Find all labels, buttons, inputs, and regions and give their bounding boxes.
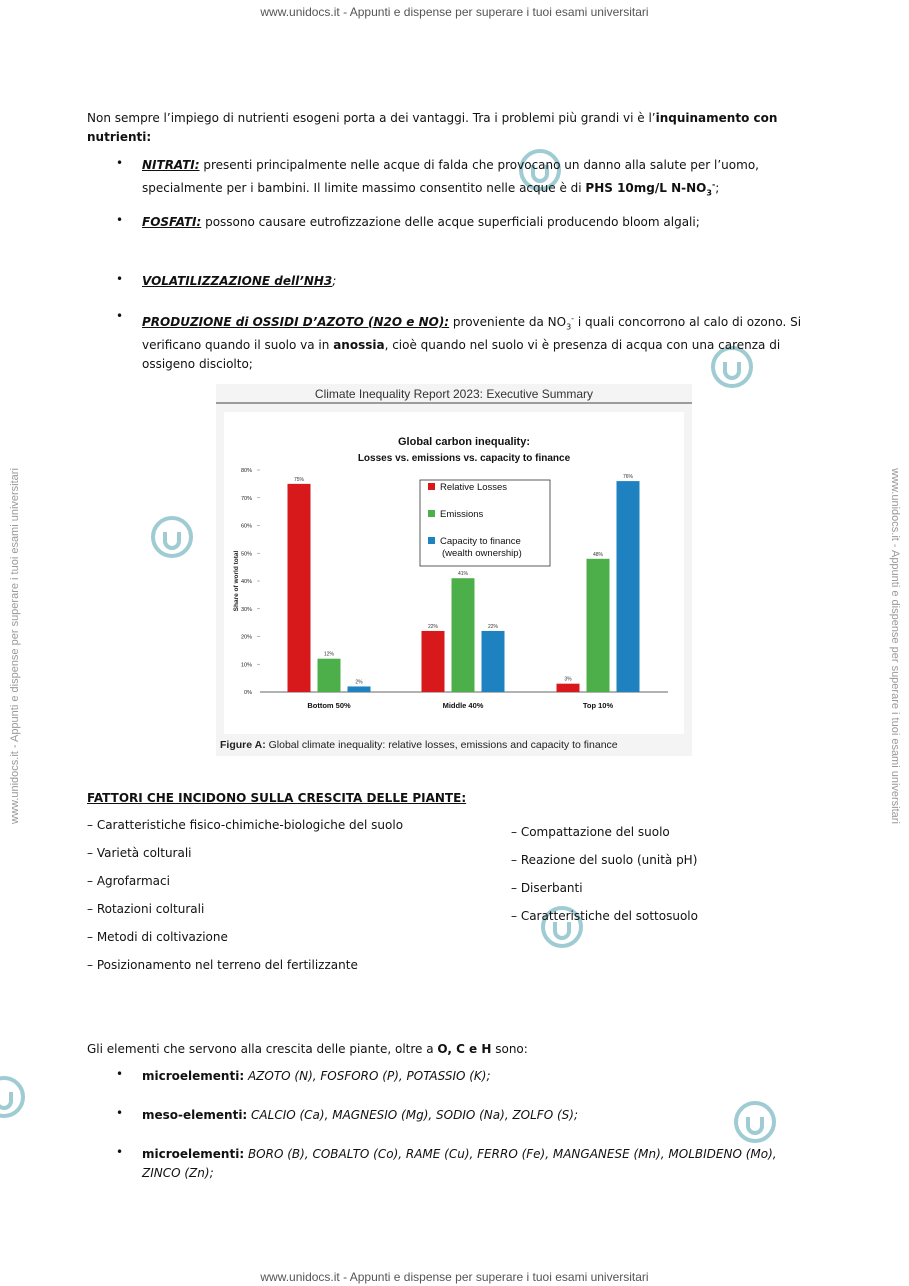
data-label: 2%: [355, 679, 363, 686]
bullet-nitrati: [142, 156, 822, 202]
fattori-left-item: – Agrofarmaci: [87, 874, 170, 888]
bar: [587, 559, 610, 692]
intro-text: Non sempre l’impiego di nutrienti esogeni porta a dei vantaggi. Tra i problemi più grandi vi è l’: [87, 111, 656, 125]
produzione-text-2c: , cioè quando nel suolo vi è presenza di acqua con una carenza di: [384, 338, 781, 353]
chart-title: Global carbon inequality:: [397, 436, 531, 448]
bar: [348, 686, 371, 692]
produzione-anossia: anossia: [333, 338, 385, 353]
term-volatilizzazione: VOLATILIZZAZIONE dell’NH3: [142, 274, 333, 288]
y-tick-label: 10%: [240, 662, 252, 669]
term-fosfati: FOSFATI:: [142, 215, 202, 229]
y-tick-label: 70%: [240, 495, 252, 502]
bar: [422, 631, 445, 692]
nitrati-end: ;: [715, 181, 720, 195]
watermark-right: www.unidocs.it - Appunti e dispense per superare i tuoi esami universitari: [889, 468, 901, 824]
elementi-label: meso-elementi:: [142, 1108, 248, 1122]
watermark-bottom: www.unidocs.it - Appunti e dispense per superare i tuoi esami universitari: [260, 1270, 649, 1284]
y-axis-label: Share of world total: [233, 550, 240, 612]
watermark-logo-icon: [0, 1075, 26, 1119]
fattori-left-item: – Posizionamento nel terreno del fertilizzante: [87, 958, 358, 972]
nitrati-limit: PHS 10mg/L N-NO: [585, 181, 707, 195]
legend-label: Capacity to finance: [440, 536, 521, 547]
chart-caption: [220, 739, 618, 751]
data-label: 12%: [323, 651, 335, 658]
elementi-intro: [87, 1040, 807, 1059]
elementi-text: AZOTO (N), FOSFORO (P), POTASSIO (K);: [244, 1069, 491, 1083]
fattori-title: FATTORI CHE INCIDONO SULLA CRESCITA DELLE PIANTE:: [87, 791, 467, 805]
intro-paragraph: [87, 109, 807, 147]
fattori-right-item: – Compattazione del suolo: [511, 825, 670, 839]
produzione-text-1: proveniente da NO: [449, 315, 567, 329]
y-tick-label: 0%: [244, 690, 252, 696]
fattori-right-list: [511, 823, 831, 935]
caption-label: Figure A:: [220, 739, 266, 751]
legend-swatch: [428, 483, 435, 490]
bullet-produzione: [142, 309, 822, 374]
x-tick-label: Top 10%: [582, 701, 614, 710]
bar: [318, 659, 341, 692]
term-nitrati: NITRATI:: [142, 158, 200, 172]
elementi-label: microelementi:: [142, 1147, 245, 1161]
bar: [557, 684, 580, 692]
y-tick-label: 30%: [240, 606, 252, 613]
y-tick-label: 80%: [240, 468, 252, 474]
bullet-symbol: •: [116, 1067, 124, 1081]
caption-text: Global climate inequality: relative losses, emissions and capacity to finance: [265, 739, 618, 751]
legend-label: Emissions: [440, 509, 484, 520]
produzione-text-3: ossigeno disciolto;: [142, 357, 253, 372]
y-tick-label: 60%: [240, 523, 252, 530]
elementi-intro-c: sono:: [491, 1042, 528, 1056]
bar: [288, 484, 311, 692]
x-tick-label: Middle 40%: [442, 701, 484, 710]
elementi-text-2: ZINCO (Zn);: [142, 1166, 214, 1180]
elementi-text: CALCIO (Ca), MAGNESIO (Mg), SODIO (Na), ZOLFO (S);: [247, 1108, 578, 1122]
bullet-symbol: •: [116, 1145, 124, 1159]
bullet-symbol: •: [116, 156, 124, 170]
bullet-fosfati: [142, 213, 822, 232]
legend-label: (wealth ownership): [442, 548, 522, 559]
fattori-right-item: – Reazione del suolo (unità pH): [511, 853, 698, 867]
fattori-left-item: – Metodi di coltivazione: [87, 930, 228, 944]
elementi-intro-b: O, C e H: [437, 1042, 492, 1056]
bar: [482, 631, 505, 692]
fattori-left-list: [87, 816, 487, 984]
intro-bold: inquinamento con nutrienti:: [87, 111, 778, 144]
watermark-left: www.unidocs.it - Appunti e dispense per superare i tuoi esami universitari: [9, 468, 21, 824]
bar: [617, 481, 640, 692]
elementi-item: [142, 1145, 822, 1183]
bullet-symbol: •: [116, 309, 124, 323]
bullet-volatilizzazione: [142, 272, 822, 291]
data-label: 41%: [457, 571, 469, 578]
fattori-right-item: – Caratteristiche del sottosuolo: [511, 909, 698, 923]
produzione-text-1b: i quali concorrono al calo di ozono. Si: [574, 315, 802, 329]
bullet-symbol: •: [116, 1106, 124, 1120]
y-tick-label: 50%: [240, 551, 252, 558]
elementi-item: [142, 1106, 822, 1125]
term-produzione: PRODUZIONE di OSSIDI D’AZOTO (N2O e NO):: [142, 315, 450, 329]
data-label: 76%: [622, 474, 634, 481]
bullet-symbol: •: [116, 213, 124, 227]
watermark-logo-icon: [150, 515, 194, 559]
data-label: 48%: [592, 551, 604, 558]
produzione-text-2: verificano quando il suolo va in: [142, 338, 334, 353]
watermark-top: www.unidocs.it - Appunti e dispense per superare i tuoi esami universitari: [260, 5, 649, 19]
legend-label: Relative Losses: [440, 482, 508, 493]
x-tick-label: Bottom 50%: [307, 701, 351, 710]
report-title: Climate Inequality Report 2023: Executive Summary: [314, 387, 594, 401]
data-label: 22%: [487, 623, 499, 630]
chart-figure: [216, 384, 692, 756]
nitrati-sub: 3: [706, 188, 712, 198]
elementi-item: [142, 1067, 822, 1086]
data-label: 3%: [564, 676, 572, 683]
chart-subtitle: Losses vs. emissions vs. capacity to finance: [357, 453, 571, 464]
data-label: 22%: [427, 623, 439, 630]
fattori-left-item: – Varietà colturali: [87, 846, 192, 860]
legend-swatch: [428, 510, 435, 517]
data-label: 75%: [293, 476, 305, 483]
volatilizzazione-text: ;: [332, 274, 337, 288]
y-tick-label: 20%: [240, 634, 252, 641]
nitrati-text-2: specialmente per i bambini. Il limite massimo consentito nelle acque è di: [142, 181, 586, 195]
fattori-right-item: – Diserbanti: [511, 881, 583, 895]
elementi-label: microelementi:: [142, 1069, 245, 1083]
bar: [452, 578, 475, 692]
produzione-sub: 3: [566, 322, 572, 332]
y-tick-label: 40%: [240, 579, 252, 585]
bullet-symbol: •: [116, 272, 124, 286]
fosfati-text: possono causare eutrofizzazione delle acque superficiali producendo bloom algali;: [201, 215, 700, 229]
nitrati-sup: -: [711, 180, 716, 189]
fattori-left-item: – Caratteristiche fisico-chimiche-biologiche del suolo: [87, 818, 404, 832]
nitrati-text: presenti principalmente nelle acque di falda che provocano un danno alla salute per l’uomo,: [199, 158, 759, 172]
produzione-sup: -: [571, 314, 575, 323]
fattori-left-item: – Rotazioni colturali: [87, 902, 205, 916]
elementi-text: BORO (B), COBALTO (Co), RAME (Cu), FERRO (Fe), MANGANESE (Mn), MOLBIDENO (Mo),: [244, 1147, 777, 1161]
legend-swatch: [428, 537, 435, 544]
elementi-intro-a: Gli elementi che servono alla crescita delle piante, oltre a: [87, 1042, 438, 1056]
chart-svg: [216, 384, 692, 756]
